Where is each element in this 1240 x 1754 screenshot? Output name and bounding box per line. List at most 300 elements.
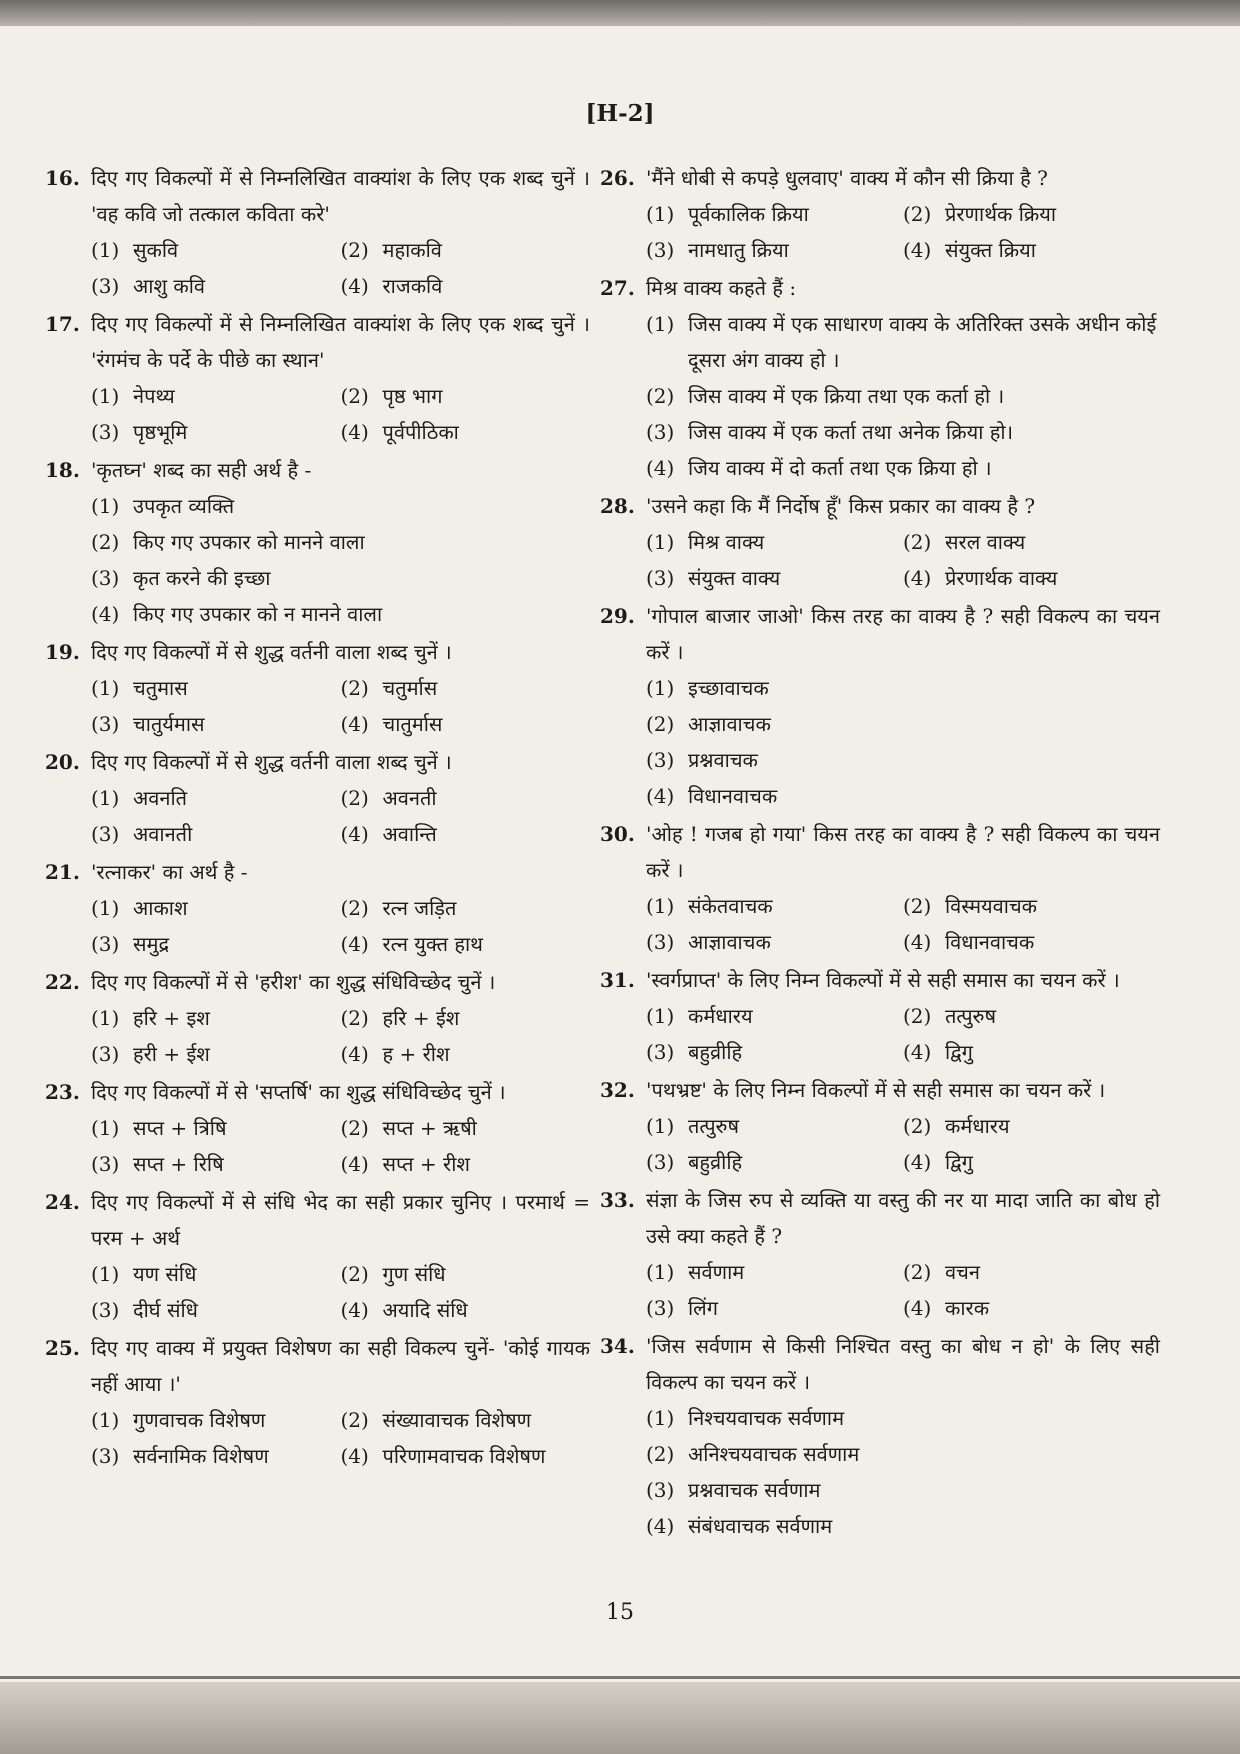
- option-text: द्विगु: [945, 1150, 973, 1174]
- option-row: [646, 924, 1160, 960]
- option-4: [646, 778, 1160, 814]
- option-row: [91, 670, 590, 706]
- question-number: 16.: [45, 166, 80, 190]
- option-number: (1): [646, 676, 675, 700]
- option-text: किए गए उपकार को न मानने वाला: [133, 602, 383, 626]
- option-4: [646, 450, 1160, 486]
- option-row: [91, 560, 590, 596]
- option-number: (2): [340, 896, 369, 920]
- option-3: [91, 1036, 341, 1072]
- option-1: [91, 232, 341, 268]
- option-text: सप्त + त्रिषि: [133, 1116, 227, 1140]
- options: [91, 1000, 590, 1072]
- option-row: [91, 232, 590, 268]
- option-1: [91, 1000, 341, 1036]
- question-16: [45, 160, 590, 304]
- option-1: [646, 1254, 903, 1290]
- option-2: [903, 196, 1160, 232]
- option-text: प्रेरणार्थक क्रिया: [945, 202, 1057, 226]
- option-text: इच्छावाचक: [688, 676, 769, 700]
- question-body: [91, 452, 590, 632]
- option-number: (3): [646, 1296, 675, 1320]
- option-text: संख्यावाचक विशेषण: [382, 1408, 532, 1432]
- option-4: [903, 560, 1160, 596]
- option-4: [341, 1292, 591, 1328]
- option-2: [646, 378, 1160, 414]
- question-text: 'जिस सर्वणाम से किसी निश्चित वस्तु का बोध न हो' के लिए सही विकल्प का चयन करें ।: [646, 1334, 1160, 1394]
- option-3: [646, 414, 1160, 450]
- option-number: (3): [91, 712, 120, 736]
- question-body: [91, 1330, 590, 1474]
- question-body: [646, 160, 1160, 268]
- option-row: [91, 524, 590, 560]
- options: [646, 524, 1160, 596]
- option-number: (3): [646, 1478, 675, 1502]
- option-3: [646, 1290, 903, 1326]
- option-text: अयादि संधि: [382, 1298, 468, 1322]
- question-body: [646, 1182, 1160, 1326]
- option-number: (1): [646, 1406, 675, 1430]
- question-34: [600, 1328, 1160, 1544]
- option-number: (2): [903, 1004, 932, 1028]
- option-row: [91, 596, 590, 632]
- option-text: संकेतवाचक: [688, 894, 773, 918]
- option-number: (4): [646, 784, 675, 808]
- option-row: [91, 1036, 590, 1072]
- question-21: [45, 854, 590, 962]
- question-31: [600, 962, 1160, 1070]
- scan-bottom-rule: [0, 1676, 1240, 1679]
- question-text: संज्ञा के जिस रुप से व्यक्ति या वस्तु की नर या मादा जाति का बोध हो उसे क्या कहते हैं ?: [646, 1188, 1160, 1248]
- option-number: (3): [91, 420, 120, 444]
- option-number: (2): [646, 384, 675, 408]
- option-4: [341, 1146, 591, 1182]
- question-number: 20.: [45, 750, 80, 774]
- option-2: [646, 1436, 1160, 1472]
- question-number: 29.: [600, 604, 635, 628]
- question-text: 'स्वर्गप्राप्त' के लिए निम्न विकल्पों में से सही समास का चयन करें ।: [646, 968, 1120, 992]
- option-4: [341, 706, 591, 742]
- question-text: दिए गए विकल्पों में से शुद्ध वर्तनी वाला शब्द चुनें ।: [91, 640, 452, 664]
- option-number: (3): [91, 1444, 120, 1468]
- option-text: तत्पुरुष: [945, 1004, 997, 1028]
- option-text: चातुर्मास: [382, 712, 443, 736]
- option-text: कर्मधारय: [945, 1114, 1010, 1138]
- option-text: अवान्ति: [382, 822, 437, 846]
- option-text: सर्वनामिक विशेषण: [133, 1444, 269, 1468]
- question-text: दिए गए विकल्पों में से 'हरीश' का शुद्ध संधिविच्छेद चुनें ।: [91, 970, 496, 994]
- option-row: [646, 1108, 1160, 1144]
- option-2: [903, 888, 1160, 924]
- question-number: 31.: [600, 968, 635, 992]
- question-19: [45, 634, 590, 742]
- question-32: [600, 1072, 1160, 1180]
- question-24: [45, 1184, 590, 1328]
- option-row: [91, 268, 590, 304]
- option-number: (4): [340, 1152, 369, 1176]
- option-number: (1): [91, 238, 120, 262]
- options: [646, 670, 1160, 814]
- option-row: [646, 706, 1160, 742]
- option-text: द्विगु: [945, 1040, 973, 1064]
- options: [646, 1108, 1160, 1180]
- options: [91, 232, 590, 304]
- option-text: हरी + ईश: [133, 1042, 210, 1066]
- option-1: [91, 670, 341, 706]
- option-text: सुकवि: [133, 238, 179, 262]
- question-28: [600, 488, 1160, 596]
- option-4: [341, 1438, 591, 1474]
- option-row: [91, 890, 590, 926]
- option-number: (1): [91, 1116, 120, 1140]
- option-text: संयुक्त वाक्य: [688, 566, 781, 590]
- option-row: [91, 1292, 590, 1328]
- option-1: [646, 1400, 1160, 1436]
- option-2: [341, 670, 591, 706]
- option-text: तत्पुरुष: [688, 1114, 740, 1138]
- option-3: [91, 414, 341, 450]
- option-row: [646, 1508, 1160, 1544]
- option-number: (2): [903, 202, 932, 226]
- question-text: दिए गए वाक्य में प्रयुक्त विशेषण का सही विकल्प चुनें- 'कोई गायक नहीं आया ।': [91, 1336, 590, 1396]
- question-body: [646, 1072, 1160, 1180]
- question-text: दिए गए विकल्पों में से 'सप्तर्षि' का शुद्ध संधिविच्छेद चुनें ।: [91, 1080, 506, 1104]
- option-text: संयुक्त क्रिया: [945, 238, 1036, 262]
- question-number: 32.: [600, 1078, 635, 1102]
- option-3: [646, 1144, 903, 1180]
- option-3: [91, 926, 341, 962]
- option-text: अवनति: [133, 786, 188, 810]
- question-17: [45, 306, 590, 450]
- option-row: [91, 1256, 590, 1292]
- option-number: (3): [646, 930, 675, 954]
- option-row: [91, 1000, 590, 1036]
- option-1: [646, 998, 903, 1034]
- option-row: [91, 414, 590, 450]
- option-text: सप्त + ऋषी: [382, 1116, 477, 1140]
- option-number: (3): [646, 748, 675, 772]
- question-29: [600, 598, 1160, 814]
- option-row: [646, 1400, 1160, 1436]
- option-3: [646, 924, 903, 960]
- option-3: [91, 706, 341, 742]
- option-number: (3): [646, 1150, 675, 1174]
- option-3: [91, 816, 341, 852]
- question-body: [646, 816, 1160, 960]
- question-number: 18.: [45, 458, 80, 482]
- option-text: प्रश्नवाचक सर्वणाम: [688, 1478, 821, 1502]
- option-row: [91, 1402, 590, 1438]
- question-text: 'ओह ! गजब हो गया' किस तरह का वाक्य है ? सही विकल्प का चयन करें ।: [646, 822, 1160, 882]
- option-row: [646, 1472, 1160, 1508]
- option-text: राजकवि: [382, 274, 443, 298]
- option-text: आकाश: [133, 896, 188, 920]
- question-number: 28.: [600, 494, 635, 518]
- option-2: [341, 1256, 591, 1292]
- question-number: 26.: [600, 166, 635, 190]
- option-4: [341, 1036, 591, 1072]
- option-1: [91, 1110, 341, 1146]
- option-number: (4): [903, 930, 932, 954]
- option-4: [903, 1290, 1160, 1326]
- option-text: उपकृत व्यक्ति: [133, 494, 235, 518]
- option-row: [91, 378, 590, 414]
- option-text: विधानवाचक: [945, 930, 1035, 954]
- option-number: (1): [91, 1408, 120, 1432]
- question-number: 23.: [45, 1080, 80, 1104]
- option-2: [341, 780, 591, 816]
- options: [646, 998, 1160, 1070]
- question-26: [600, 160, 1160, 268]
- option-text: गुण संधि: [382, 1262, 446, 1286]
- question-text: 'रत्नाकर' का अर्थ है -: [91, 860, 248, 884]
- option-number: (4): [340, 274, 369, 298]
- option-number: (4): [903, 238, 932, 262]
- option-2: [903, 1254, 1160, 1290]
- option-number: (1): [646, 1004, 675, 1028]
- option-3: [91, 1438, 341, 1474]
- option-row: [646, 1144, 1160, 1180]
- question-text: मिश्र वाक्य कहते हैं :: [646, 276, 797, 300]
- option-number: (4): [340, 1298, 369, 1322]
- option-text: आशु कवि: [133, 274, 206, 298]
- question-text: दिए गए विकल्पों में से शुद्ध वर्तनी वाला शब्द चुनें ।: [91, 750, 452, 774]
- options: [646, 1400, 1160, 1544]
- option-number: (4): [91, 602, 120, 626]
- option-1: [91, 1256, 341, 1292]
- option-text: सरल वाक्य: [945, 530, 1026, 554]
- option-number: (2): [340, 1262, 369, 1286]
- options: [646, 196, 1160, 268]
- question-23: [45, 1074, 590, 1182]
- option-number: (1): [646, 530, 675, 554]
- option-text: रत्न युक्त हाथ: [382, 932, 483, 956]
- question-number: 24.: [45, 1190, 80, 1214]
- option-text: निश्चयवाचक सर्वणाम: [688, 1406, 845, 1430]
- question-body: [646, 270, 1160, 486]
- question-number: 17.: [45, 312, 80, 336]
- option-text: पृष्ठभूमि: [133, 420, 188, 444]
- options: [91, 1402, 590, 1474]
- option-text: दीर्घ संधि: [133, 1298, 198, 1322]
- scan-top-edge: [0, 0, 1240, 26]
- option-text: प्रश्नवाचक: [688, 748, 758, 772]
- option-text: जिस वाक्य में एक कर्ता तथा अनेक क्रिया हो।: [688, 420, 1014, 444]
- option-4: [341, 926, 591, 962]
- option-number: (2): [340, 384, 369, 408]
- option-number: (4): [340, 1042, 369, 1066]
- option-text: प्रेरणार्थक वाक्य: [945, 566, 1058, 590]
- option-text: गुणवाचक विशेषण: [133, 1408, 266, 1432]
- option-row: [646, 998, 1160, 1034]
- options: [91, 488, 590, 632]
- question-text: 'कृतघ्न' शब्द का सही अर्थ है -: [91, 458, 312, 482]
- option-text: संबंधवाचक सर्वणाम: [688, 1514, 833, 1538]
- option-1: [91, 488, 590, 524]
- option-text: लिंग: [688, 1296, 718, 1320]
- option-number: (4): [903, 1150, 932, 1174]
- option-4: [341, 816, 591, 852]
- option-text: परिणामवाचक विशेषण: [382, 1444, 546, 1468]
- option-row: [646, 1290, 1160, 1326]
- option-text: जिय वाक्य में दो कर्ता तथा एक क्रिया हो ।: [688, 456, 992, 480]
- option-2: [903, 1108, 1160, 1144]
- option-row: [646, 1034, 1160, 1070]
- option-2: [341, 1110, 591, 1146]
- option-number: (3): [646, 238, 675, 262]
- question-number: 25.: [45, 1336, 80, 1360]
- question-text: 'उसने कहा कि मैं निर्दोष हूँ' किस प्रकार का वाक्य है ?: [646, 494, 1036, 518]
- option-row: [646, 232, 1160, 268]
- option-text: कर्मधारय: [688, 1004, 753, 1028]
- option-number: (3): [91, 1152, 120, 1176]
- option-1: [646, 196, 903, 232]
- question-number: 30.: [600, 822, 635, 846]
- option-number: (4): [903, 566, 932, 590]
- option-text: अनिश्चयवाचक सर्वणाम: [688, 1442, 860, 1466]
- option-row: [646, 670, 1160, 706]
- option-number: (3): [646, 1040, 675, 1064]
- question-text: 'मैंने धोबी से कपड़े धुलवाए' वाक्य में कौन सी क्रिया है ?: [646, 166, 1048, 190]
- option-4: [341, 414, 591, 450]
- options: [646, 306, 1160, 486]
- option-number: (3): [91, 566, 120, 590]
- option-number: (1): [91, 494, 120, 518]
- option-text: बहुव्रीहि: [688, 1150, 743, 1174]
- option-number: (2): [903, 530, 932, 554]
- option-number: (1): [91, 786, 120, 810]
- option-3: [646, 1472, 1160, 1508]
- question-number: 33.: [600, 1188, 635, 1212]
- option-number: (2): [91, 530, 120, 554]
- option-row: [646, 524, 1160, 560]
- option-4: [903, 232, 1160, 268]
- option-2: [646, 706, 1160, 742]
- option-number: (4): [340, 420, 369, 444]
- option-text: नेपथ्य: [133, 384, 175, 408]
- options: [91, 378, 590, 450]
- option-number: (1): [646, 894, 675, 918]
- question-body: [91, 854, 590, 962]
- option-row: [91, 926, 590, 962]
- option-row: [646, 742, 1160, 778]
- option-1: [91, 780, 341, 816]
- option-4: [341, 268, 591, 304]
- option-text: विस्मयवाचक: [945, 894, 1037, 918]
- question-body: [646, 1328, 1160, 1544]
- option-text: विधानवाचक: [688, 784, 778, 808]
- option-number: (2): [340, 1006, 369, 1030]
- option-3: [646, 232, 903, 268]
- question-body: [646, 962, 1160, 1070]
- option-number: (2): [340, 786, 369, 810]
- question-text: 'पथभ्रष्ट' के लिए निम्न विकल्पों में से सही समास का चयन करें ।: [646, 1078, 1106, 1102]
- question-25: [45, 1330, 590, 1474]
- option-text: कारक: [945, 1296, 990, 1320]
- option-row: [91, 780, 590, 816]
- question-text: दिए गए विकल्पों में से निम्नलिखित वाक्यांश के लिए एक शब्द चुनें । 'रंगमंच के पर्दे के पीछे का स्थान': [91, 312, 590, 372]
- option-row: [646, 560, 1160, 596]
- option-text: मिश्र वाक्य: [688, 530, 765, 554]
- question-33: [600, 1182, 1160, 1326]
- option-row: [646, 306, 1160, 378]
- question-text: 'गोपाल बाजार जाओ' किस तरह का वाक्य है ? सही विकल्प का चयन करें ।: [646, 604, 1160, 664]
- option-text: रत्न जड़ित: [382, 896, 457, 920]
- option-number: (1): [91, 1006, 120, 1030]
- option-1: [646, 670, 1160, 706]
- option-text: हरि + ईश: [382, 1006, 460, 1030]
- option-1: [91, 890, 341, 926]
- option-row: [646, 778, 1160, 814]
- option-text: नामधातु क्रिया: [688, 238, 789, 262]
- option-1: [646, 306, 1160, 378]
- option-text: चतुर्मास: [382, 676, 438, 700]
- options: [91, 780, 590, 852]
- option-text: कृत करने की इच्छा: [133, 566, 271, 590]
- option-1: [646, 524, 903, 560]
- option-number: (1): [646, 312, 675, 336]
- option-text: अवानती: [133, 822, 193, 846]
- option-text: पूर्वपीठिका: [382, 420, 459, 444]
- option-number: (4): [340, 822, 369, 846]
- option-text: सर्वणाम: [688, 1260, 745, 1284]
- option-4: [91, 596, 590, 632]
- option-2: [91, 524, 590, 560]
- option-text: जिस वाक्य में एक क्रिया तथा एक कर्ता हो ।: [688, 384, 1005, 408]
- option-text: अवनती: [382, 786, 437, 810]
- question-number: 27.: [600, 276, 635, 300]
- right-column: [600, 160, 1160, 1546]
- option-row: [91, 1438, 590, 1474]
- options: [91, 670, 590, 742]
- option-text: महाकवि: [382, 238, 442, 262]
- option-number: (2): [646, 712, 675, 736]
- question-number: 21.: [45, 860, 80, 884]
- option-text: यण संधि: [133, 1262, 197, 1286]
- option-number: (1): [646, 202, 675, 226]
- option-3: [646, 560, 903, 596]
- option-4: [903, 1034, 1160, 1070]
- question-30: [600, 816, 1160, 960]
- option-row: [91, 816, 590, 852]
- option-row: [646, 450, 1160, 486]
- option-number: (4): [646, 456, 675, 480]
- option-number: (3): [91, 274, 120, 298]
- option-number: (2): [340, 1116, 369, 1140]
- option-3: [91, 1146, 341, 1182]
- option-3: [91, 1292, 341, 1328]
- question-body: [91, 744, 590, 852]
- option-row: [646, 888, 1160, 924]
- question-body: [91, 964, 590, 1072]
- option-text: सप्त + रीश: [382, 1152, 471, 1176]
- option-text: सप्त + रिषि: [133, 1152, 224, 1176]
- option-1: [91, 1402, 341, 1438]
- options: [646, 1254, 1160, 1326]
- option-number: (2): [340, 238, 369, 262]
- option-text: चतुमास: [133, 676, 188, 700]
- option-2: [341, 1000, 591, 1036]
- option-1: [91, 378, 341, 414]
- question-body: [91, 1074, 590, 1182]
- option-2: [341, 890, 591, 926]
- option-text: हरि + इश: [133, 1006, 210, 1030]
- option-number: (2): [340, 676, 369, 700]
- option-row: [646, 196, 1160, 232]
- option-number: (3): [91, 1298, 120, 1322]
- question-22: [45, 964, 590, 1072]
- options: [91, 1256, 590, 1328]
